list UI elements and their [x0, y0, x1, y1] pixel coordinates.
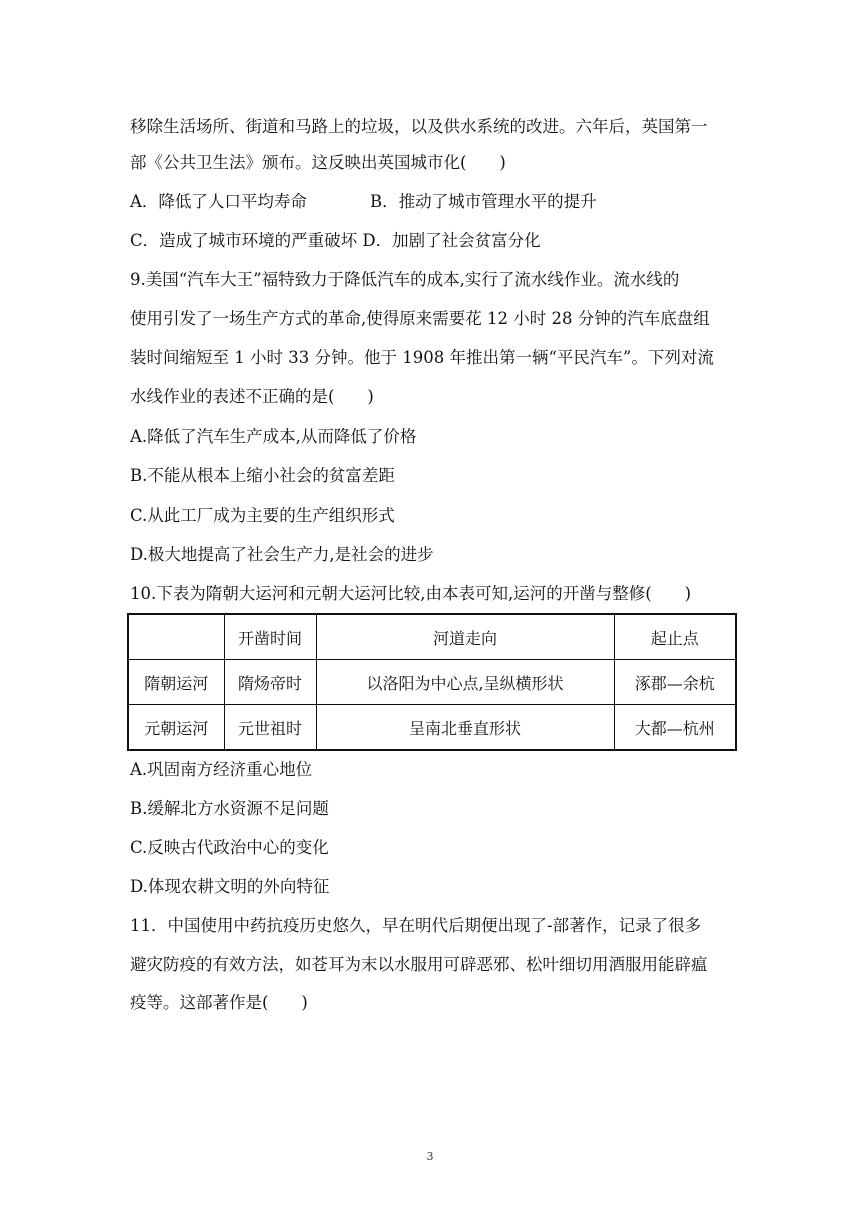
q11-stem-line-1: 11．中国使用中药抗疫历史悠久，早在明代后期便出现了-部著作，记录了很多: [130, 916, 702, 935]
q9-stem-line-4: 水线作业的表述不正确的是( ): [130, 387, 374, 406]
q8-option-b: B．推动了城市管理水平的提升: [370, 192, 597, 211]
q8-stem-line-1: 移除生活场所、街道和马路上的垃圾，以及供水系统的改进。六年后，英国第一: [130, 117, 708, 136]
q9-stem-line-2: 使用引发了一场生产方式的革命,使得原来需要花 12 小时 28 分钟的汽车底盘组: [130, 309, 710, 328]
table-header-row: [128, 614, 736, 660]
canal-comparison-table: [127, 613, 737, 751]
q8-options-row-1: [130, 192, 740, 212]
q11-stem-line-2: 避灾防疫的有效方法，如苍耳为末以水服用可辟恶邪、松叶细切用酒服用能辟瘟: [130, 955, 708, 974]
table-cell: 元朝运河: [128, 705, 224, 751]
q11-stem-line-3: 疫等。这部著作是( ): [130, 993, 308, 1012]
q10-option-b: B.缓解北方水资源不足问题: [130, 799, 329, 818]
q10-option-c: C.反映古代政治中心的变化: [130, 838, 329, 857]
q9-stem-line-1: 9.美国“汽车大王”福特致力于降低汽车的成本,实行了流水线作业。流水线的: [130, 270, 680, 289]
q9-option-b: B.不能从根本上缩小社会的贫富差距: [130, 466, 395, 485]
table-cell: 隋炀帝时: [224, 660, 316, 705]
table-cell: 涿郡—余杭: [614, 660, 736, 705]
q9-option-c: C.从此工厂成为主要的生产组织形式: [130, 506, 395, 525]
table-cell: 元世祖时: [224, 705, 316, 751]
table-header-cell: 河道走向: [316, 614, 614, 660]
q9-option-d: D.极大地提高了社会生产力,是社会的进步: [130, 545, 434, 564]
table-header-cell: [128, 614, 224, 660]
q10-stem: 10.下表为隋朝大运河和元朝大运河比较,由本表可知,运河的开凿与整修( ): [130, 584, 692, 603]
table-cell: 以洛阳为中心点,呈纵横形状: [316, 660, 614, 705]
q9-stem-line-3: 装时间缩短至 1 小时 33 分钟。他于 1908 年推出第一辆“平民汽车”。下列对流: [130, 348, 714, 367]
q10-option-a: A.巩固南方经济重心地位: [130, 760, 313, 779]
table-cell: 大都—杭州: [614, 705, 736, 751]
table-cell: 隋朝运河: [128, 660, 224, 705]
q8-option-c: C．造成了城市环境的严重破坏: [130, 231, 358, 250]
q8-options-row-2: [130, 231, 740, 251]
table-row: [128, 705, 736, 751]
q9-option-a: A.降低了汽车生产成本,从而降低了价格: [130, 427, 417, 446]
table-cell: 呈南北垂直形状: [316, 705, 614, 751]
table-header-cell: 开凿时间: [224, 614, 316, 660]
table-header-cell: 起止点: [614, 614, 736, 660]
q8-option-a: A．降低了人口平均寿命: [130, 192, 307, 211]
table-row: [128, 660, 736, 705]
q8-stem-line-2: 部《公共卫生法》颁布。这反映出英国城市化( ): [130, 153, 506, 172]
page-number: 3: [426, 1150, 434, 1163]
q10-option-d: D.体现农耕文明的外向特征: [130, 877, 330, 896]
q8-option-d: D．加剧了社会贫富分化: [362, 231, 541, 250]
